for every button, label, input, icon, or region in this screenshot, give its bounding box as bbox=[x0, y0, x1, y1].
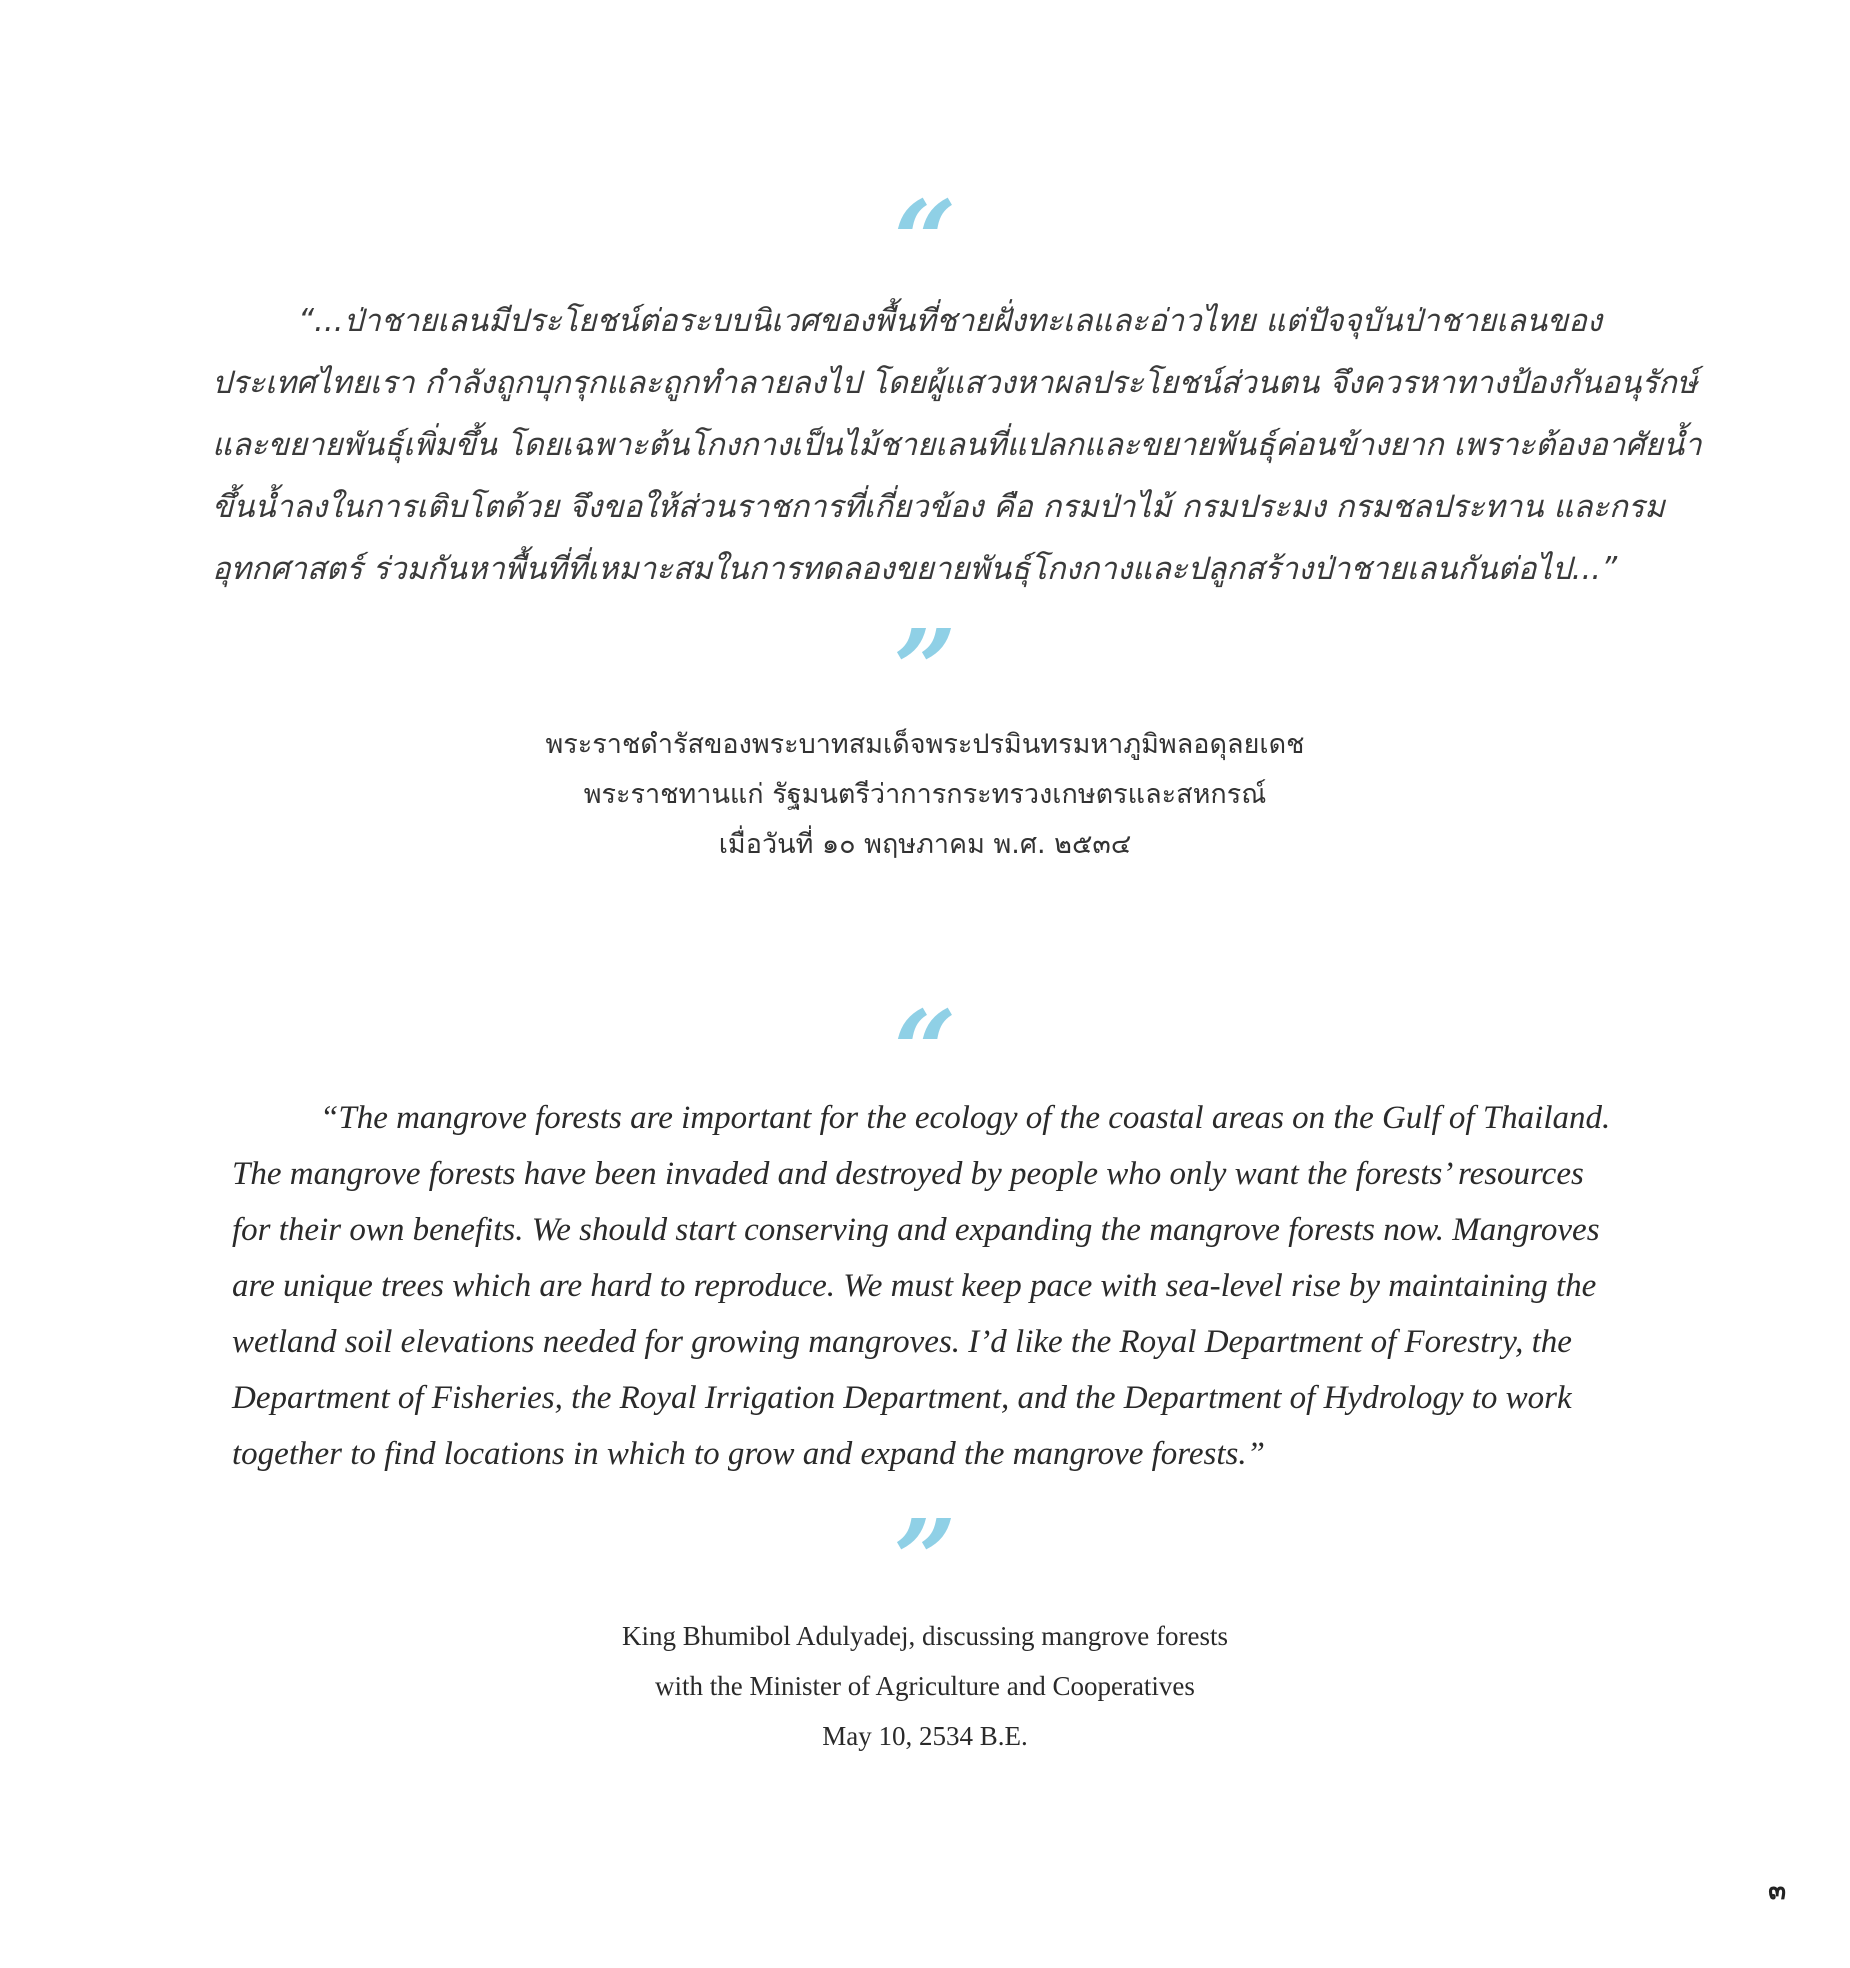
thai-quote-block bbox=[212, 290, 1702, 600]
thai-attribution bbox=[0, 720, 1850, 870]
english-attribution bbox=[0, 1611, 1850, 1761]
close-quote-mark-thai: ” bbox=[893, 605, 957, 734]
english-quote-line: Department of Fisheries, the Royal Irrigation Department, and the Department of Hydrology to work bbox=[232, 1380, 1572, 1416]
english-attribution-line: King Bhumibol Adulyadej, discussing mangrove forests bbox=[622, 1621, 1228, 1651]
english-attribution-line: with the Minister of Agriculture and Cooperatives bbox=[655, 1671, 1195, 1701]
thai-quote-line: อุทกศาสตร์ ร่วมกันหาพื้นที่ที่เหมาะสมในการทดลองขยายพันธุ์โกงกางและปลูกสร้างป่าชายเลนกันต่อไป...” bbox=[212, 551, 1618, 587]
thai-attribution-line: เมื่อวันที่ ๑๐ พฤษภาคม พ.ศ. ๒๕๓๔ bbox=[718, 829, 1132, 860]
open-quote-mark-english: “ bbox=[893, 986, 957, 1115]
english-quote-line: wetland soil elevations needed for growing mangroves. I’d like the Royal Department of Forestry, the bbox=[232, 1324, 1572, 1360]
english-quote-line: “The mangrove forests are important for the ecology of the coastal areas on the Gulf of Thailand. bbox=[320, 1100, 1611, 1136]
thai-attribution-line: พระราชดำรัสของพระบาทสมเด็จพระปรมินทรมหาภูมิพลอดุลยเดช bbox=[545, 729, 1305, 760]
english-quote-block bbox=[232, 1090, 1662, 1482]
thai-quote-line: และขยายพันธุ์เพิ่มขึ้น โดยเฉพาะต้นโกงกางเป็นไม้ชายเลนที่แปลกและขยายพันธุ์ค่อนข้างยาก เพราะต้องอาศัยน้ำ bbox=[212, 427, 1702, 463]
thai-attribution-line: พระราชทานแก่ รัฐมนตรีว่าการกระทรวงเกษตรและสหกรณ์ bbox=[583, 779, 1267, 810]
english-quote-line: for their own benefits. We should start conserving and expanding the mangrove forests now. Mangroves bbox=[232, 1212, 1600, 1248]
open-quote-mark-thai: “ bbox=[893, 176, 957, 305]
english-quote-line: together to find locations in which to grow and expand the mangrove forests.” bbox=[232, 1436, 1266, 1472]
page-number: ๓ bbox=[1768, 1876, 1786, 1906]
thai-quote-line: ขึ้นน้ำลงในการเติบโตด้วย จึงขอให้ส่วนราชการที่เกี่ยวข้อง คือ กรมป่าไม้ กรมประมง กรมชลประทาน และกรม bbox=[212, 489, 1665, 525]
english-quote-line: The mangrove forests have been invaded and destroyed by people who only want the forests’ resources bbox=[232, 1156, 1584, 1192]
thai-quote-line: ประเทศไทยเรา กำลังถูกบุกรุกและถูกทำลายลงไป โดยผู้แสวงหาผลประโยชน์ส่วนตน จึงควรหาทางป้องกันอนุรักษ์ bbox=[212, 365, 1698, 401]
english-attribution-line: May 10, 2534 B.E. bbox=[822, 1721, 1028, 1751]
thai-quote-line: “...ป่าชายเลนมีประโยชน์ต่อระบบนิเวศของพื้นที่ชายฝั่งทะเลและอ่าวไทย แต่ปัจจุบันป่าชายเลนของ bbox=[298, 303, 1602, 339]
english-quote-line: are unique trees which are hard to reproduce. We must keep pace with sea-level rise by maintaining the bbox=[232, 1268, 1597, 1304]
close-quote-mark-english: ” bbox=[893, 1495, 957, 1624]
